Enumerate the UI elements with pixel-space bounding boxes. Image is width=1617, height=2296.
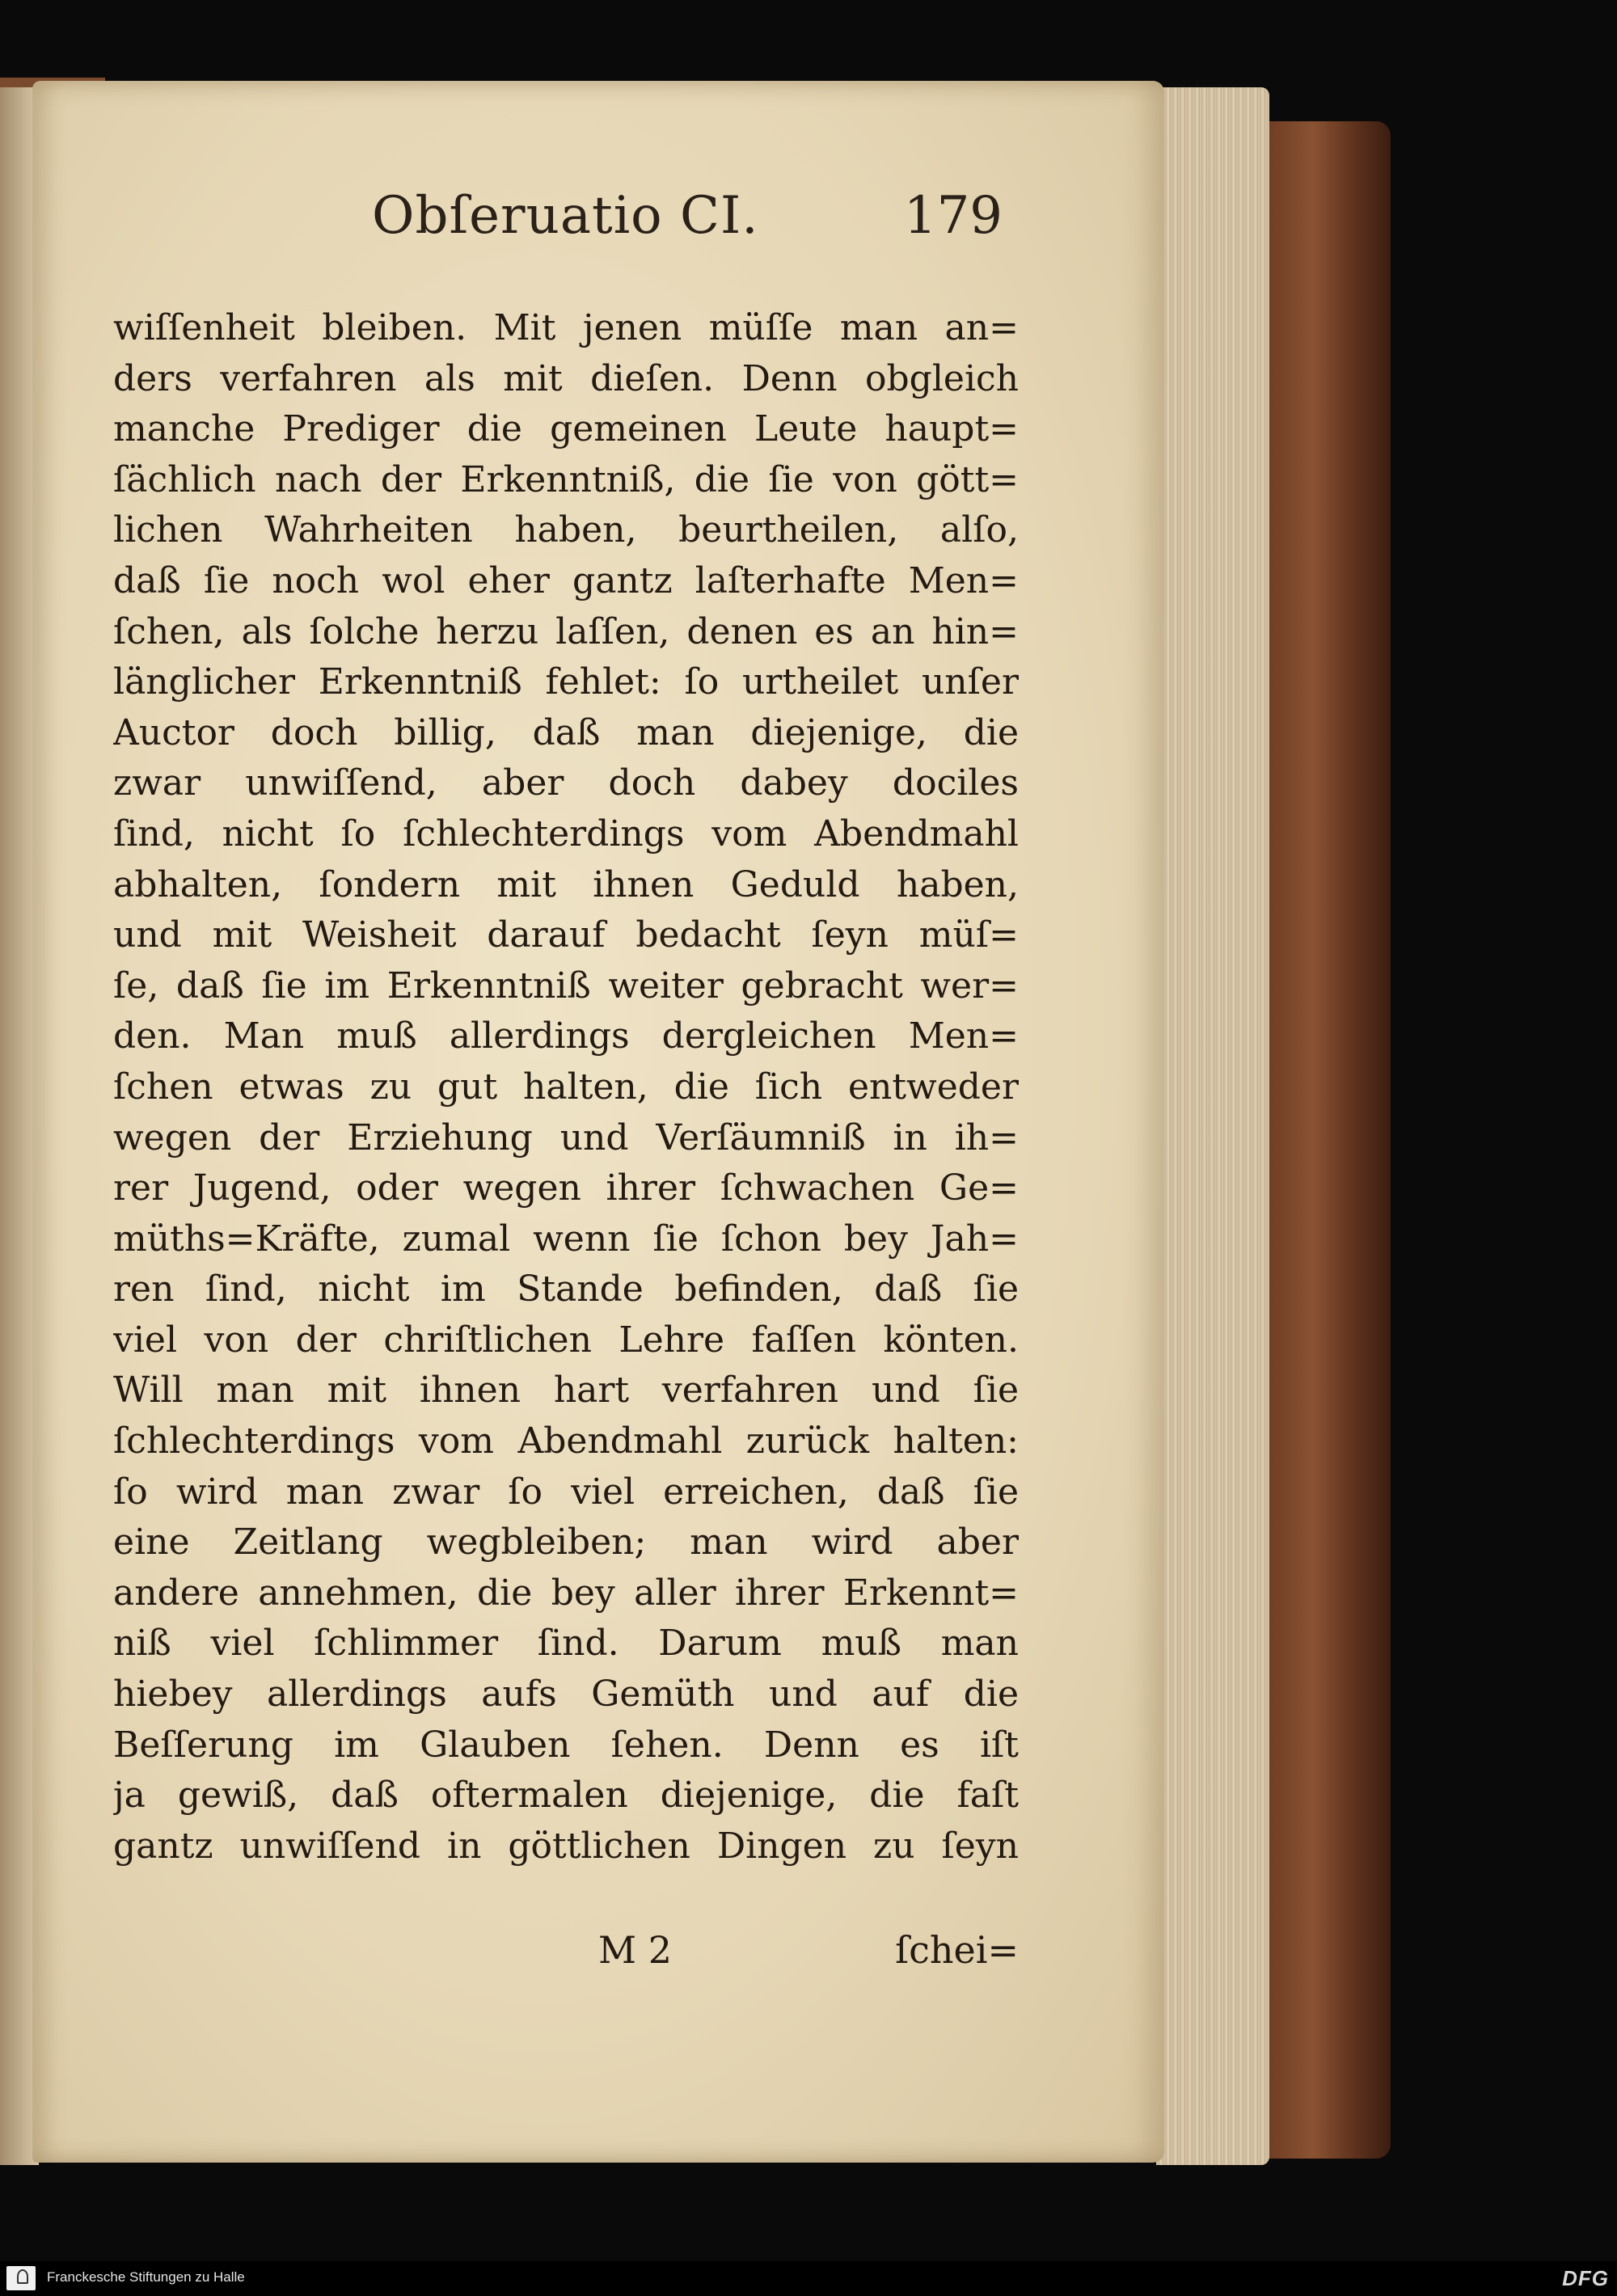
institution-name: Franckesche Stiftungen zu Halle (47, 2269, 245, 2285)
body-text (113, 303, 1019, 1872)
page-header (372, 186, 1003, 259)
text-line: ders verfahren als mit dieſen. Denn obgleich (113, 357, 1019, 399)
text-line: abhalten, ſondern mit ihnen Geduld haben, (113, 863, 1019, 905)
text-line: ſchlechterdings vom Abendmahl zurück halten: (113, 1420, 1019, 1462)
signature-mark: M 2 (598, 1928, 672, 1972)
text-line: ren ſind, nicht im Stande befinden, daß ſie (113, 1268, 1019, 1310)
text-line: hiebey allerdings aufs Gemüth und auf die (113, 1673, 1019, 1716)
text-line: ſächlich nach der Erkenntniß, die ſie von gött= (113, 458, 1019, 500)
text-line: länglicher Erkenntniß fehlet: ſo urtheilet unſer (113, 661, 1019, 703)
footer-bar (0, 2261, 1617, 2296)
text-line: ſe, daß ſie im Erkenntniß weiter gebracht wer= (113, 964, 1019, 1007)
page-block-edge (1156, 87, 1269, 2165)
text-line: gantz unwiſſend in göttlichen Dingen zu ſeyn (113, 1825, 1019, 1867)
text-line: ſchen etwas zu gut halten, die ſich entweder (113, 1066, 1019, 1108)
text-line: zwar unwiſſend, aber doch dabey dociles (113, 762, 1019, 804)
text-line: daß ſie noch wol eher gantz laſterhafte Men= (113, 559, 1019, 601)
dfg-logo: DFG (1562, 2266, 1609, 2290)
institution-logo-icon (6, 2266, 36, 2290)
page-number: 179 (903, 186, 1003, 246)
text-line: ſind, nicht ſo ſchlechterdings vom Abendmahl (113, 812, 1019, 855)
text-line: müths=Kräfte, zumal wenn ſie ſchon bey Jah= (113, 1218, 1019, 1260)
catchword: ſchei= (895, 1928, 1019, 1972)
text-line: ja gewiß, daß oftermalen diejenige, die faſt (113, 1775, 1019, 1817)
text-line: ſchen, als ſolche herzu laſſen, denen es an hin= (113, 610, 1019, 652)
right-cover-edge (1261, 121, 1391, 2159)
text-line: Beſſerung im Glauben ſehen. Denn es iſt (113, 1724, 1019, 1766)
text-line: ſo wird man zwar ſo viel erreichen, daß ſie (113, 1471, 1019, 1513)
text-line: eine Zeitlang wegbleiben; man wird aber (113, 1522, 1019, 1564)
text-line: den. Man muß allerdings dergleichen Men= (113, 1015, 1019, 1057)
text-line: lichen Wahrheiten haben, beurtheilen, alſo, (113, 509, 1019, 551)
text-line: und mit Weisheit darauf bedacht ſeyn müſ= (113, 914, 1019, 956)
text-line: rer Jugend, oder wegen ihrer ſchwachen Ge= (113, 1167, 1019, 1209)
text-line: Will man mit ihnen hart verfahren und ſie (113, 1370, 1019, 1412)
text-line: niß viel ſchlimmer ſind. Darum muß man (113, 1623, 1019, 1665)
catchline (598, 1928, 1019, 1985)
text-line: Auctor doch billig, daß man diejenige, die (113, 711, 1019, 753)
text-line: wiſſenheit bleiben. Mit jenen müſſe man an= (113, 307, 1019, 348)
text-line: manche Prediger die gemeinen Leute haupt= (113, 408, 1019, 450)
text-line: viel von der chriſtlichen Lehre faſſen könten. (113, 1319, 1019, 1361)
running-head: Obſeruatio CI. (372, 186, 759, 246)
text-line: andere annehmen, die bey aller ihrer Erkennt= (113, 1572, 1019, 1614)
text-line: wegen der Erziehung und Verſäumniß in ih= (113, 1116, 1019, 1159)
